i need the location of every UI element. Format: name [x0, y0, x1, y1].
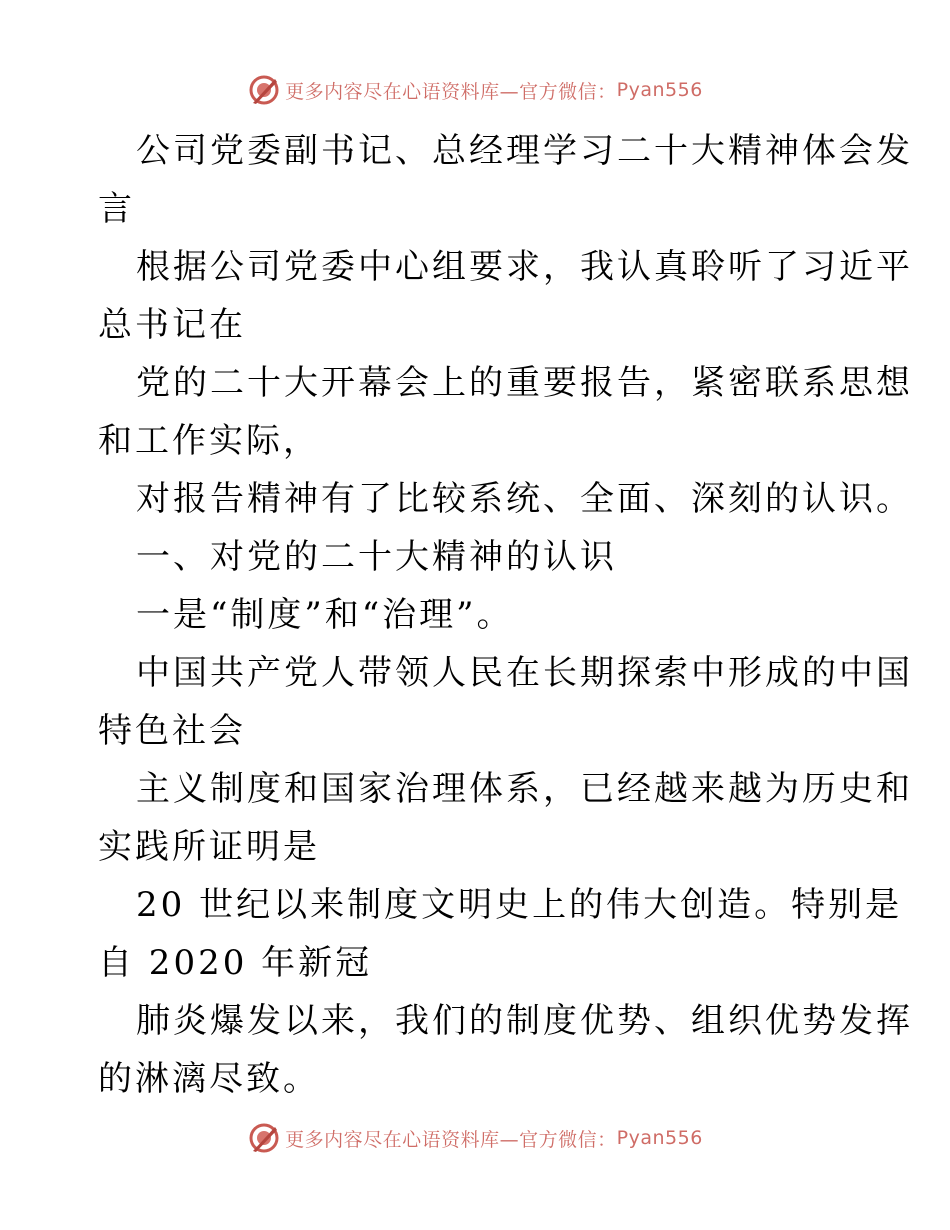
quill-logo-icon	[247, 1121, 281, 1155]
quill-logo-icon	[247, 73, 281, 107]
footer-watermark	[0, 1118, 950, 1158]
text-line: 中国共产党人带领人民在长期探索中形成的中国	[136, 653, 913, 693]
text-line: 20 世纪以来制度文明史上的伟大创造。特别是	[136, 885, 903, 925]
header-watermark	[0, 70, 950, 110]
text-line: 的淋漓尽致。	[98, 1059, 320, 1099]
text-line: 一是“制度”和“治理”。	[136, 595, 514, 635]
watermark-wechat-id: Pyan556	[616, 1127, 703, 1149]
section-heading: 一、对党的二十大精神的认识	[136, 537, 617, 577]
text-line: 主义制度和国家治理体系，已经越来越为历史和	[136, 769, 913, 809]
text-line: 肺炎爆发以来，我们的制度优势、组织优势发挥	[136, 1001, 913, 1041]
text-line: 自 2020 年新冠	[98, 943, 373, 983]
text-line: 党的二十大开幕会上的重要报告，紧密联系思想	[136, 363, 913, 403]
watermark-text: 更多内容尽在心语资料库—官方微信：	[285, 80, 617, 103]
watermark-wechat-id: Pyan556	[616, 79, 703, 101]
text-line: 和工作实际，	[98, 421, 320, 461]
text-line: 公司党委副书记、总经理学习二十大精神体会发	[136, 131, 913, 171]
text-line: 言	[98, 189, 135, 229]
document-body	[98, 122, 913, 1108]
text-line: 总书记在	[98, 305, 246, 345]
text-line: 实践所证明是	[98, 827, 320, 867]
watermark-text: 更多内容尽在心语资料库—官方微信：	[285, 1128, 617, 1151]
text-line: 对报告精神有了比较系统、全面、深刻的认识。	[136, 479, 913, 519]
text-line: 特色社会	[98, 711, 246, 751]
text-line: 根据公司党委中心组要求，我认真聆听了习近平	[136, 247, 913, 287]
